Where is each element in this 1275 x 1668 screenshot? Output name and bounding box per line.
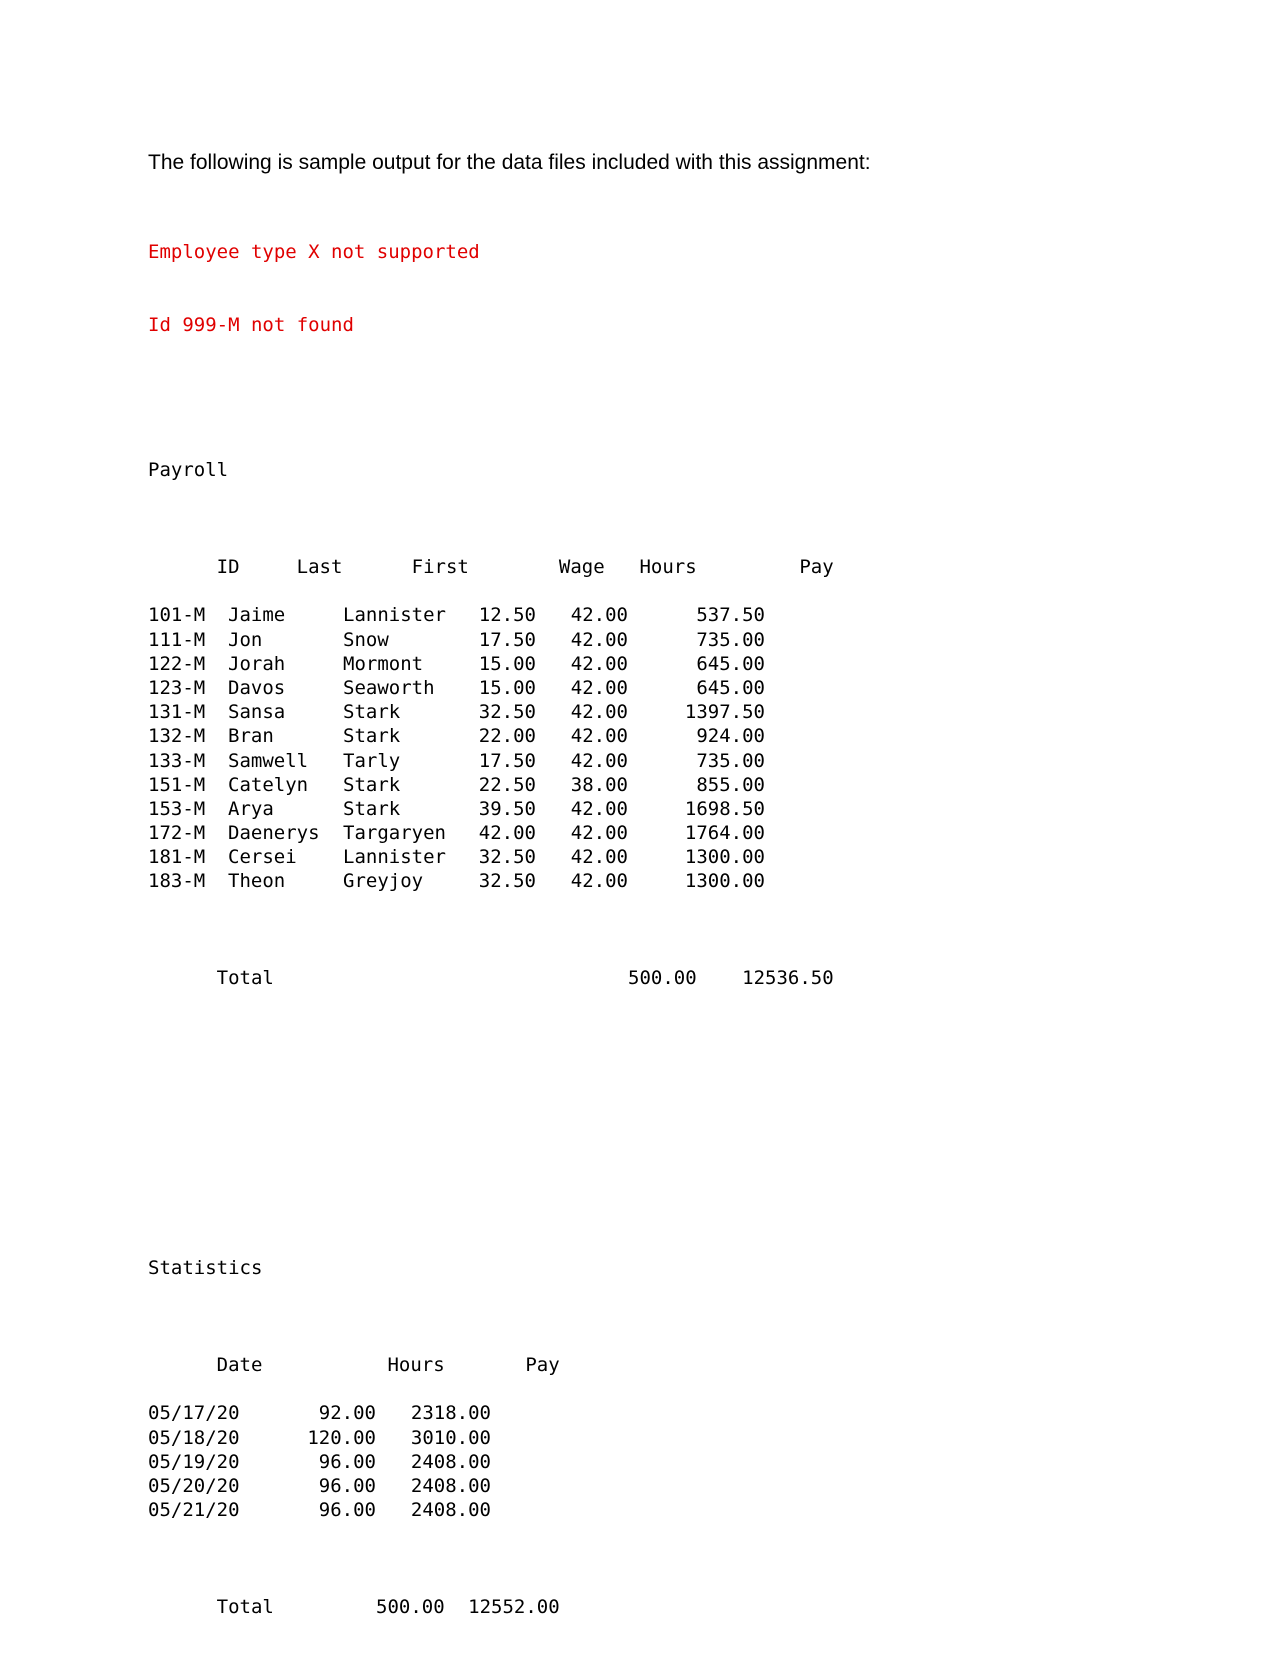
cell-pay: 645.00 xyxy=(696,652,765,675)
cell-pay: 645.00 xyxy=(696,676,765,699)
cell-last-name: Jon xyxy=(228,628,263,651)
cell-pay: 1698.50 xyxy=(684,797,765,820)
cell-id: 111-M xyxy=(148,628,206,651)
statistics-title: Statistics xyxy=(148,1257,263,1280)
cell-hours: 96.00 xyxy=(318,1475,376,1498)
cell-first-name: Greyjoy xyxy=(343,870,424,893)
cell-wage: 15.00 xyxy=(478,676,536,699)
cell-last-name: Arya xyxy=(228,797,274,820)
cell-date: 05/21/20 xyxy=(148,1499,240,1522)
cell-last-name: Samwell xyxy=(228,749,309,772)
cell-first-name: Targaryen xyxy=(343,822,446,845)
cell-first-name: Lannister xyxy=(343,604,446,627)
payroll-header-row xyxy=(148,531,834,578)
payroll-row xyxy=(148,652,834,676)
error-message: Id 999-M not found xyxy=(148,314,354,336)
payroll-row xyxy=(148,676,834,700)
cell-first-name: Seaworth xyxy=(343,676,435,699)
statistics-row xyxy=(148,1474,834,1498)
cell-hours: 120.00 xyxy=(307,1426,376,1449)
cell-pay: 1764.00 xyxy=(684,822,765,845)
header-date: Date xyxy=(216,1354,263,1377)
cell-last-name: Catelyn xyxy=(228,773,309,796)
cell-id: 133-M xyxy=(148,749,206,772)
cell-first-name: Stark xyxy=(343,701,401,724)
intro-text: The following is sample output for the data files included with this assignment: xyxy=(148,151,871,174)
cell-wage: 32.50 xyxy=(478,846,536,869)
total-hours: 500.00 xyxy=(628,967,697,990)
cell-id: 122-M xyxy=(148,652,206,675)
header-pay: Pay xyxy=(799,556,834,578)
cell-pay: 924.00 xyxy=(696,725,765,748)
cell-last-name: Jaime xyxy=(228,604,286,627)
cell-hours: 42.00 xyxy=(570,870,628,893)
payroll-row xyxy=(148,869,834,893)
cell-first-name: Stark xyxy=(343,797,401,820)
cell-id: 101-M xyxy=(148,604,206,627)
payroll-row xyxy=(148,821,834,845)
cell-hours: 42.00 xyxy=(570,652,628,675)
cell-hours: 38.00 xyxy=(570,773,628,796)
statistics-header-row xyxy=(148,1329,834,1377)
cell-first-name: Lannister xyxy=(343,846,446,869)
cell-date: 05/18/20 xyxy=(148,1426,240,1449)
cell-hours: 42.00 xyxy=(570,749,628,772)
cell-id: 183-M xyxy=(148,870,206,893)
cell-id: 151-M xyxy=(148,773,206,796)
header-hours: Hours xyxy=(387,1354,445,1377)
payroll-total-row xyxy=(148,942,834,990)
cell-last-name: Sansa xyxy=(228,701,286,724)
cell-pay: 1300.00 xyxy=(684,846,765,869)
cell-last-name: Bran xyxy=(228,725,274,748)
total-hours: 500.00 xyxy=(376,1596,445,1618)
cell-id: 172-M xyxy=(148,822,206,845)
payroll-row xyxy=(148,797,834,821)
cell-wage: 32.50 xyxy=(478,701,536,724)
payroll-section xyxy=(148,410,834,1015)
header-last: Last xyxy=(296,556,343,578)
payroll-row xyxy=(148,773,834,797)
cell-hours: 42.00 xyxy=(570,701,628,724)
payroll-row xyxy=(148,724,834,748)
cell-date: 05/20/20 xyxy=(148,1475,240,1498)
cell-last-name: Theon xyxy=(228,870,286,893)
section-spacer xyxy=(148,1087,834,1135)
cell-pay: 537.50 xyxy=(696,604,765,627)
header-id: ID xyxy=(216,556,240,578)
cell-hours: 96.00 xyxy=(318,1499,376,1522)
cell-hours: 42.00 xyxy=(570,822,628,845)
cell-pay: 1300.00 xyxy=(684,870,765,893)
cell-hours: 42.00 xyxy=(570,797,628,820)
cell-first-name: Tarly xyxy=(343,749,401,772)
cell-wage: 32.50 xyxy=(478,870,536,893)
payroll-row xyxy=(148,749,834,773)
cell-wage: 17.50 xyxy=(478,628,536,651)
cell-last-name: Cersei xyxy=(228,846,297,869)
cell-pay: 2408.00 xyxy=(410,1450,491,1473)
cell-id: 132-M xyxy=(148,725,206,748)
statistics-total-row xyxy=(148,1571,834,1618)
cell-hours: 42.00 xyxy=(570,604,628,627)
cell-first-name: Mormont xyxy=(343,652,424,675)
cell-last-name: Davos xyxy=(228,676,286,699)
cell-pay: 2408.00 xyxy=(410,1475,491,1498)
total-label: Total xyxy=(216,967,274,990)
cell-first-name: Stark xyxy=(343,773,401,796)
cell-hours: 92.00 xyxy=(318,1402,376,1425)
cell-pay: 2318.00 xyxy=(410,1402,491,1425)
payroll-row xyxy=(148,700,834,724)
cell-id: 153-M xyxy=(148,797,206,820)
payroll-title: Payroll xyxy=(148,459,229,482)
cell-hours: 42.00 xyxy=(570,676,628,699)
cell-last-name: Jorah xyxy=(228,652,286,675)
total-pay: 12552.00 xyxy=(468,1596,560,1618)
cell-wage: 15.00 xyxy=(478,652,536,675)
payroll-row xyxy=(148,628,834,652)
cell-wage: 39.50 xyxy=(478,797,536,820)
cell-first-name: Stark xyxy=(343,725,401,748)
header-hours: Hours xyxy=(639,556,697,578)
header-wage: Wage xyxy=(558,556,605,578)
statistics-row xyxy=(148,1401,834,1425)
cell-date: 05/19/20 xyxy=(148,1450,240,1473)
cell-hours: 96.00 xyxy=(318,1450,376,1473)
cell-pay: 735.00 xyxy=(696,628,765,651)
cell-last-name: Daenerys xyxy=(228,822,320,845)
cell-wage: 42.00 xyxy=(478,822,536,845)
payroll-row xyxy=(148,603,834,627)
cell-date: 05/17/20 xyxy=(148,1402,240,1425)
total-label: Total xyxy=(216,1596,274,1618)
cell-pay: 1397.50 xyxy=(684,701,765,724)
cell-wage: 17.50 xyxy=(478,749,536,772)
cell-hours: 42.00 xyxy=(570,725,628,748)
header-pay: Pay xyxy=(525,1354,560,1377)
cell-pay: 2408.00 xyxy=(410,1499,491,1522)
total-pay: 12536.50 xyxy=(742,967,834,990)
cell-id: 181-M xyxy=(148,846,206,869)
cell-wage: 12.50 xyxy=(478,604,536,627)
payroll-rows xyxy=(148,603,834,893)
cell-hours: 42.00 xyxy=(570,846,628,869)
cell-pay: 3010.00 xyxy=(410,1426,491,1449)
cell-pay: 735.00 xyxy=(696,749,765,772)
cell-pay: 855.00 xyxy=(696,773,765,796)
statistics-rows xyxy=(148,1401,834,1522)
cell-wage: 22.50 xyxy=(478,773,536,796)
statistics-row xyxy=(148,1426,834,1450)
error-message: Employee type X not supported xyxy=(148,241,480,264)
cell-wage: 22.00 xyxy=(478,725,536,748)
cell-first-name: Snow xyxy=(343,628,389,651)
statistics-section xyxy=(148,1208,834,1644)
payroll-row xyxy=(148,845,834,869)
cell-id: 123-M xyxy=(148,676,206,699)
statistics-row xyxy=(148,1450,834,1474)
cell-hours: 42.00 xyxy=(570,628,628,651)
statistics-row xyxy=(148,1498,834,1522)
program-output xyxy=(148,192,834,1668)
cell-id: 131-M xyxy=(148,701,206,724)
header-first: First xyxy=(411,556,469,578)
